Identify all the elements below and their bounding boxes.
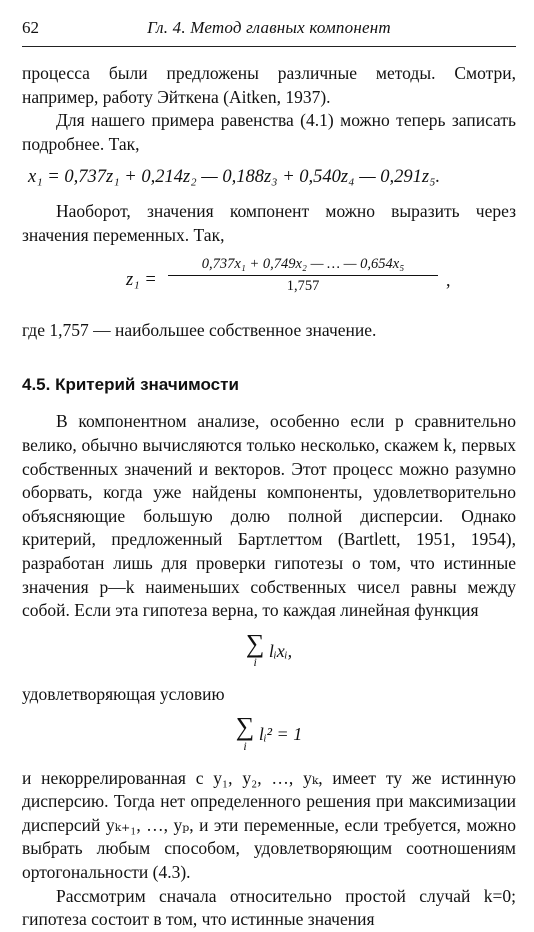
sum-term: lᵢxᵢ, [268,640,293,661]
section-heading: 4.5. Критерий значимости [22,374,239,394]
paragraph-eigenvalue-note: где 1,757 — наибольшее собственное значение. [22,320,377,341]
equation-sum-lx [22,628,516,675]
paragraph-example-intro: Для нашего примера равенства (4.1) можно теперь записать подробнее. Так, [22,110,516,154]
sum-term: lᵢ² = 1 [258,724,303,745]
paragraph-uncorrelated: и некоррелированная с y₁, y₂, …, yₖ, имеет ту же истинную дисперсию. Тогда нет определенного решения при максимизации дисперсий yₖ₊₁, …, yₚ, и эти переменные, если требуется, можно выбрать любым способом, удовлетворяющим соотношениям ортогональности (4.3). [22,767,516,883]
fraction-numerator: 0,737x₁ + 0,749x₂ — … — 0,654x₅ [168,253,438,276]
equation-x1 [28,166,516,190]
running-title: Гл. 4. Метод главных компонент [147,18,391,37]
equation-z1-comma: , [446,270,451,291]
paragraph-condition: удовлетворяющая условию [22,683,225,704]
sum-operator: ∑ i [245,628,265,670]
paragraph-case-k0: Рассмотрим сначала относительно простой случай k=0; гипотеза состоит в том, что истинные значения [22,885,516,930]
sum-operator: ∑ i [235,712,255,754]
equation-z1-lhs: z₁ = [126,270,157,291]
fraction-denominator: 1,757 [286,278,320,295]
equation-z1 [22,253,516,309]
equation-z1-fraction [168,253,438,296]
equation-sum-l2 [22,714,516,758]
equation-x1-text: x₁ = 0,737z₁ + 0,214z₂ — 0,188z₃ + 0,540z₄ — 0,291z₅. [28,167,441,188]
paragraph-criterion: В компонентном анализе, особенно если p сравнительно велико, обычно вычисляются только несколько, скажем k, первых собственных значений и векторов. Этот процесс можно разумно оборвать, когда уже найдены компоненты, удовлетворительно объясняющие большую долю полной дисперсии. Однако критерий, предложенный Бартлеттом (Bartlett, 1951, 1954), разработан лишь для проверки гипотезы о том, что истинные значения p—k наименьших собственных чисел равны между собой. Если эта гипотеза верна, то каждая линейная функция [22,411,516,621]
paragraph-continuation: процесса были предложены различные методы. Смотри, например, работу Эйткена (Aitken, 1937). [22,63,516,107]
page-header [22,16,516,42]
page-body [22,62,516,932]
page-number: 62 [22,18,39,37]
paragraph-inverse: Наоборот, значения компонент можно выразить через значения переменных. Так, [22,200,516,245]
header-rule [22,46,516,47]
